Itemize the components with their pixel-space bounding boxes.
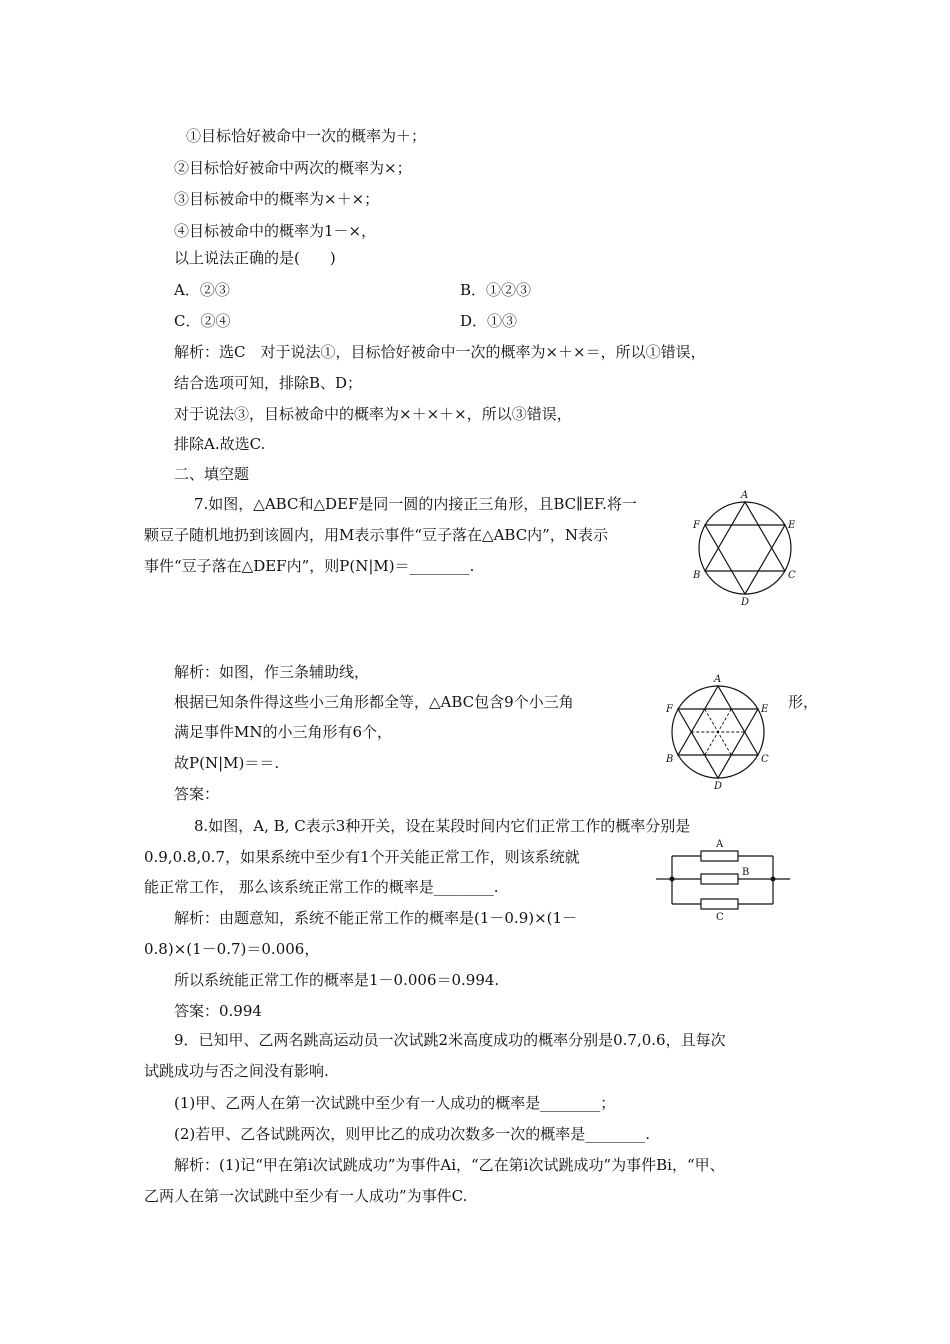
analysis-3: 对于说法③，目标被命中的概率为×＋×＋×，所以③错误， (174, 405, 572, 423)
statement-3: ③目标被命中的概率为×＋×； (174, 190, 380, 208)
aux-label-c: C (761, 754, 769, 765)
solution-7-line-4: 故P(N|M)＝＝. (174, 754, 280, 772)
question-line: 以上说法正确的是( ) (174, 249, 336, 267)
statement-1: ①目标恰好被命中一次的概率为＋； (186, 127, 427, 145)
problem-7-line-1: 7.如图，△ABC和△DEF是同一圆的内接正三角形，且BC∥EF.将一 (194, 495, 637, 513)
label-a: A (741, 490, 749, 501)
problem-8-line-1: 8.如图，A, B, C表示3种开关，设在某段时间内它们正常工作的概率分别是 (194, 817, 691, 835)
aux-label-b: B (666, 754, 674, 765)
switch-b-label: B (742, 867, 750, 878)
problem-9-part-2: (2)若甲、乙各试跳两次，则甲比乙的成功次数多一次的概率是________. (174, 1125, 651, 1143)
solution-8-line-1: 解析：由题意知，系统不能正常工作的概率是(1－0.9)×(1－ (174, 909, 578, 927)
aux-label-a: A (714, 674, 722, 685)
option-b: B．①②③ (460, 281, 532, 299)
label-c: C (788, 570, 796, 581)
solution-7-line-2-end: 形， (788, 693, 819, 711)
hexagram-figure (685, 488, 805, 608)
solution-7-line-2: 根据已知条件得这些小三角形都全等，△ABC包含9个小三角 (174, 693, 574, 711)
label-f: F (693, 520, 700, 531)
solution-8-line-2: 0.8)×(1－0.7)＝0.006， (144, 940, 320, 958)
aux-label-e: E (761, 704, 769, 715)
switch-c-label: C (716, 912, 724, 923)
answer-7: 答案： (174, 785, 220, 803)
solution-8-line-3: 所以系统能正常工作的概率是1－0.006＝0.994. (174, 971, 500, 989)
problem-9-part-1: (1)甲、乙两人在第一次试跳中至少有一人成功的概率是________； (174, 1094, 616, 1112)
hexagram-auxiliary-figure (658, 672, 778, 792)
option-c: C．②④ (174, 312, 231, 330)
option-d: D．①③ (460, 312, 518, 330)
circuit-figure (656, 836, 796, 926)
solution-9-line-1: 解析：(1)记“甲在第i次试跳成功”为事件Ai，“乙在第i次试跳成功”为事件Bi，“甲、 (174, 1156, 725, 1174)
section-heading: 二、填空题 (174, 465, 250, 483)
problem-7-line-3: 事件“豆子落在△DEF内”，则P(N|M)＝________. (144, 557, 475, 575)
solution-7-line-1: 解析：如图，作三条辅助线， (174, 663, 370, 681)
problem-7-line-2: 颗豆子随机地扔到该圆内，用M表示事件“豆子落在△ABC内”，N表示 (144, 526, 608, 544)
statement-2: ②目标恰好被命中两次的概率为×； (174, 159, 412, 177)
aux-label-f: F (666, 704, 673, 715)
problem-9-line-2: 试跳成功与否之间没有影响. (144, 1062, 329, 1080)
label-b: B (693, 570, 701, 581)
label-e: E (788, 520, 796, 531)
option-a: A．②③ (174, 281, 230, 299)
analysis-1: 解析：选C 对于说法①，目标恰好被命中一次的概率为×＋×＝，所以①错误， (174, 343, 706, 361)
solution-9-line-2: 乙两人在第一次试跳中至少有一人成功”为事件C. (144, 1187, 468, 1205)
label-d: D (741, 597, 750, 608)
switch-a-label: A (716, 839, 724, 850)
problem-8-line-3: 能正常工作， 那么该系统正常工作的概率是________. (144, 878, 499, 896)
problem-8-line-2: 0.9,0.8,0.7，如果系统中至少有1个开关能正常工作，则该系统就 (144, 848, 580, 866)
statement-4: ④目标被命中的概率为1－×， (174, 222, 377, 240)
analysis-4: 排除A.故选C. (174, 435, 266, 453)
analysis-2: 结合选项可知，排除B、D； (174, 374, 363, 392)
problem-9-line-1: 9．已知甲、乙两名跳高运动员一次试跳2米高度成功的概率分别是0.7,0.6，且每次 (174, 1031, 726, 1049)
solution-7-line-3: 满足事件MN的小三角形有6个， (174, 723, 393, 741)
answer-8: 答案：0.994 (174, 1002, 262, 1020)
aux-label-d: D (714, 781, 723, 792)
